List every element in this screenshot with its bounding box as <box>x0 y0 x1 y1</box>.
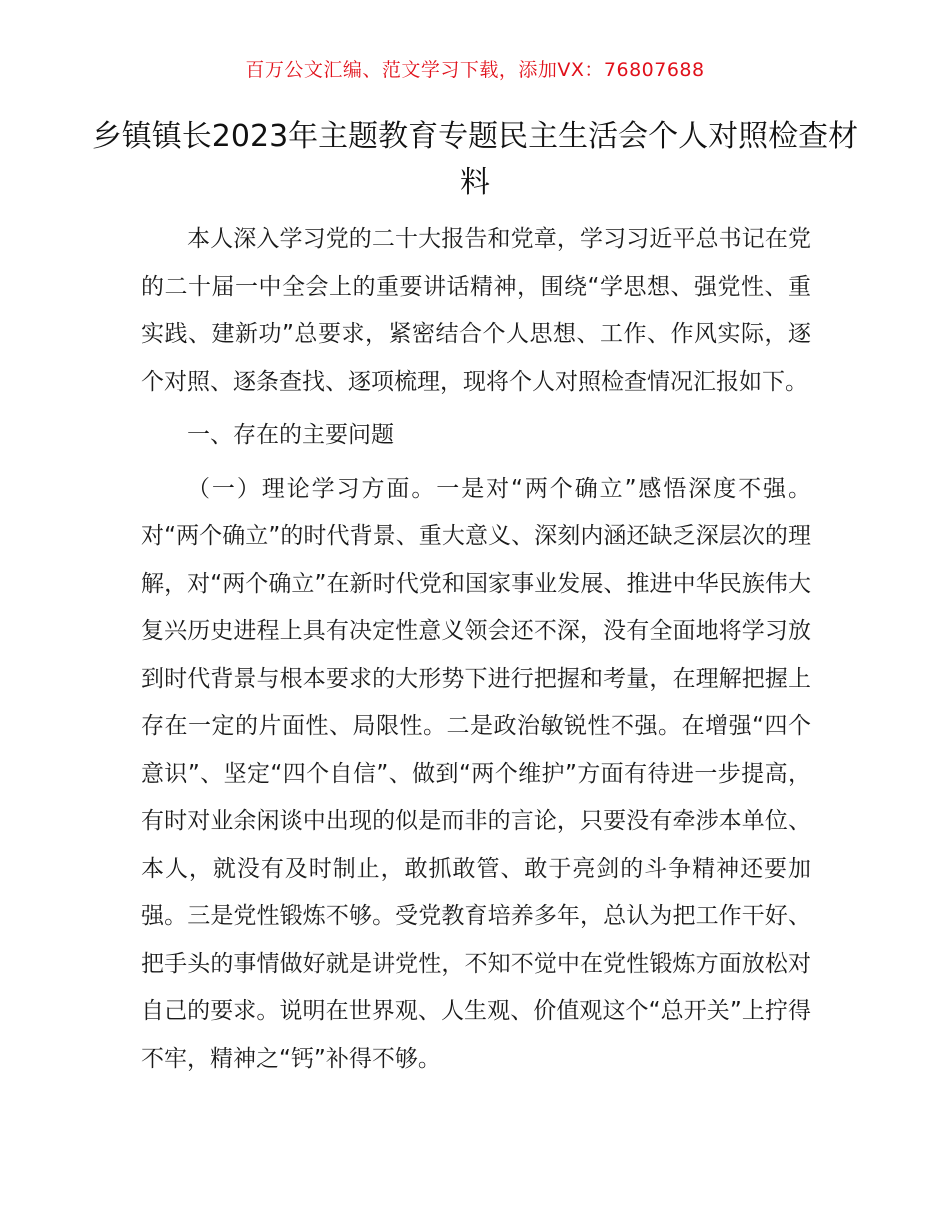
intro-paragraph: 本人深入学习党的二十大报告和党章，学习习近平总书记在党的二十届一中全会上的重要讲话精神，围绕“学思想、强党性、重实践、建新功”总要求，紧密结合个人思想、工作、作风实际，逐个对照、逐条查找、逐项梳理，现将个人对照检查情况汇报如下。 <box>141 226 811 395</box>
theory-study-paragraph: （一）理论学习方面。一是对“两个确立”感悟深度不强。对“两个确立”的时代背景、重大意义、深刻内涵还缺乏深层次的理解，对“两个确立”在新时代党和国家事业发展、推进中华民族伟大复兴历史进程上具有决定性意义领会还不深，没有全面地将学习放到时代背景与根本要求的大形势下进行把握和考量，在理解把握上存在一定的片面性、局限性。二是政治敏锐性不强。在增强“四个意识”、坚定“四个自信”、做到“两个维护”方面有待进一步提高，有时对业余闲谈中出现的似是而非的言论，只要没有牵涉本单位、本人，就没有及时制止，敢抓敢管、敢于亮剑的斗争精神还要加强。三是党性锻炼不够。受党教育培养多年，总认为把工作干好、把手头的事情做好就是讲党性，不知不觉中在党性锻炼方面放松对自己的要求。说明在世界观、人生观、价值观这个“总开关”上拧得不牢，精神之“钙”补得不够。 <box>141 475 811 1072</box>
section-heading: 一、存在的主要问题 <box>187 422 394 448</box>
watermark-header: 百万公文汇编、范文学习下载，添加VX：76807688 <box>245 59 705 81</box>
document-title: 乡镇镇长2023年主题教育专题民主生活会个人对照检查材料 <box>91 119 859 200</box>
document-body <box>141 216 811 1083</box>
